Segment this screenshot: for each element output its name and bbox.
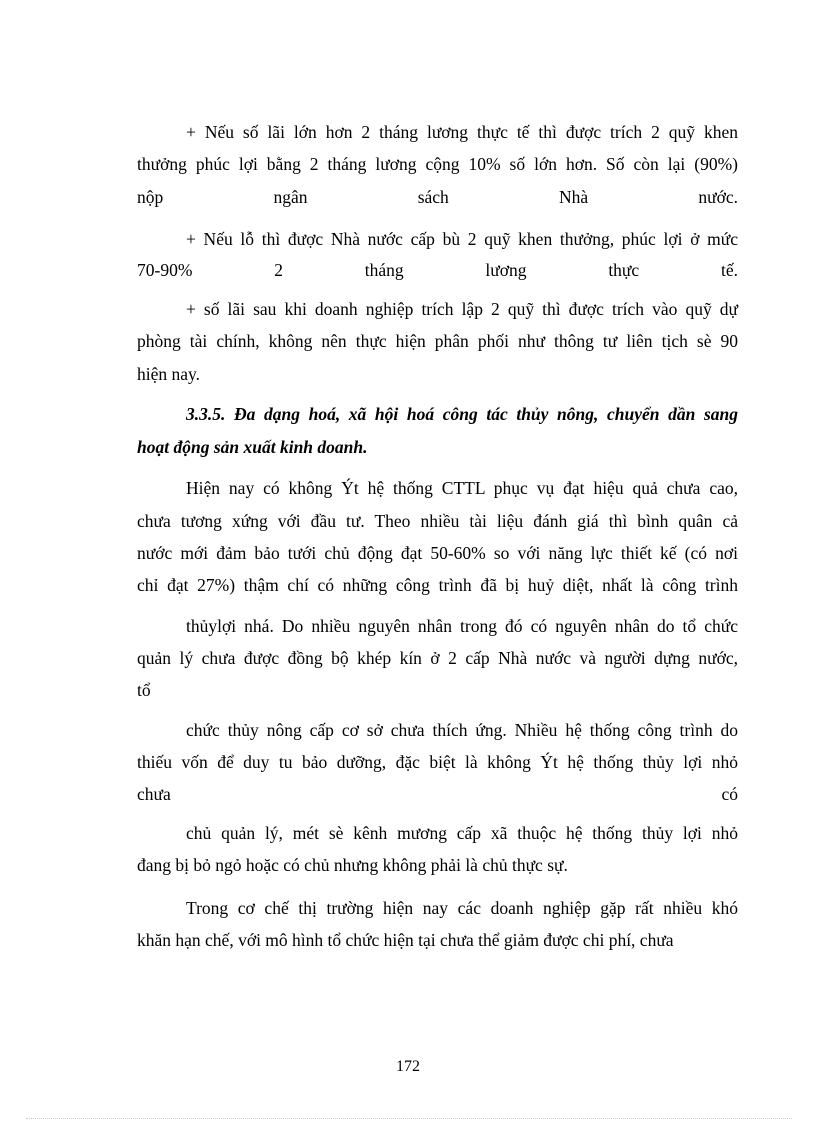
text-line: phòng tài chính, không nên thực hiện phân phối như thông tư liên tịch sè 90 — [137, 331, 738, 351]
text-line: thủylợi nhá. Do nhiều nguyên nhân trong đó có nguyên nhân do tổ chức — [186, 616, 738, 636]
page-number: 172 — [396, 1058, 420, 1075]
text-line: + Nếu lỗ thì được Nhà nước cấp bù 2 quỹ khen thưởng, phúc lợi ở mức — [186, 229, 738, 249]
text-line: chưa tương xứng với đầu tư. Theo nhiều tài liệu đánh giá thì bình quân cả — [137, 511, 738, 531]
text-line: quản lý chưa được đồng bộ khép kín ở 2 cấp Nhà nước và người dựng nước, — [137, 648, 738, 668]
text-line: + số lãi sau khi doanh nghiệp trích lập 2 quỹ thì được trích vào quỹ dự — [186, 299, 738, 319]
text-line: hiện nay. — [137, 364, 201, 384]
text-line: chức thủy nông cấp cơ sở chưa thích ứng. Nhiều hệ thống công trình do — [186, 720, 738, 740]
text-line: chưa có — [137, 784, 738, 804]
text-line: đang bị bỏ ngỏ hoặc có chủ nhưng không phải là chủ thực sự. — [137, 855, 568, 875]
page-bottom-divider — [26, 1118, 792, 1119]
text-line: thiếu vốn để duy tu bảo dưỡng, đặc biệt là không Ýt hệ thống thủy lợi nhỏ — [137, 752, 738, 772]
text-line: thưởng phúc lợi bằng 2 tháng lương cộng 10% số lớn hơn. Số còn lại (90%) — [137, 154, 738, 174]
section-heading: 3.3.5. Đa dạng hoá, xã hội hoá công tác thủy nông, chuyển dần sang — [186, 404, 738, 424]
text-line: chỉ đạt 27%) thậm chí có những công trình đã bị huỷ diệt, nhất là công trình — [137, 575, 738, 595]
text-line: Trong cơ chế thị trường hiện nay các doanh nghiệp gặp rất nhiều khó — [186, 898, 738, 918]
text-line: nộp ngân sách Nhà nước. — [137, 187, 738, 207]
text-line: tổ — [137, 680, 151, 700]
section-heading: hoạt động sản xuất kinh doanh. — [137, 437, 368, 457]
text-line: khăn hạn chế, với mô hình tổ chức hiện tại chưa thể giảm được chi phí, chưa — [137, 930, 674, 950]
text-line: + Nếu số lãi lớn hơn 2 tháng lương thực tế thì được trích 2 quỹ khen — [186, 122, 738, 142]
text-line: chủ quản lý, mét sè kênh mương cấp xã thuộc hệ thống thủy lợi nhỏ — [186, 823, 738, 843]
text-line: Hiện nay có không Ýt hệ thống CTTL phục vụ đạt hiệu quả chưa cao, — [186, 478, 738, 498]
text-line: nước mới đảm bảo tưới chủ động đạt 50-60% so với năng lực thiết kế (có nơi — [137, 543, 738, 563]
text-line: 70-90% 2 tháng lương thực tế. — [137, 260, 738, 280]
